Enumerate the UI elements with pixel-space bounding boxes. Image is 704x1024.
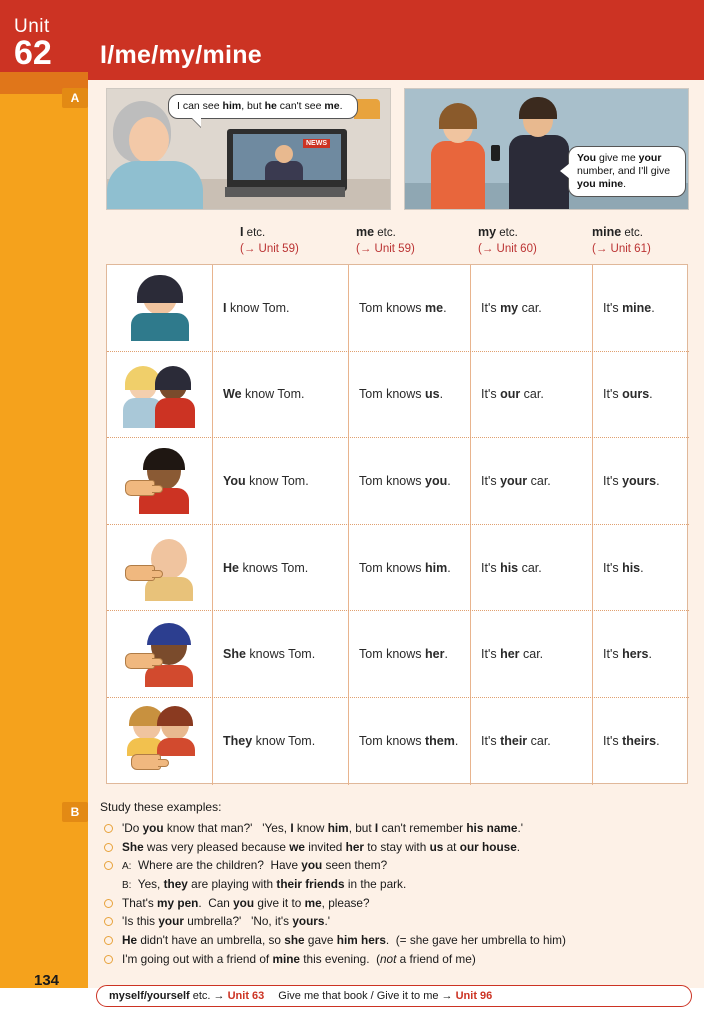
- cell-object: Tom knows her.: [349, 611, 471, 697]
- row-avatar-cell: [107, 611, 213, 697]
- cell-possessive-pron: It's yours.: [603, 473, 660, 488]
- cell-object: Tom knows him.: [349, 525, 471, 611]
- cell-possessive-adj: It's her car.: [471, 611, 593, 697]
- row-avatar-cell: [107, 265, 213, 351]
- row-avatar-cell: [107, 525, 213, 611]
- example-text: B: Yes, they are playing with their friends in the park.: [122, 877, 407, 892]
- avatar-she: [125, 623, 195, 685]
- cell-subject: He knows Tom.: [213, 525, 349, 611]
- table-row: [107, 698, 689, 785]
- list-item: [96, 913, 692, 931]
- cell-possessive-pron: It's theirs.: [603, 734, 660, 749]
- cell-possessive-pron: It's hers.: [603, 647, 652, 662]
- cell-possessive-adj: It's his car.: [471, 525, 593, 611]
- bullet-ring-icon: [104, 824, 113, 833]
- news-label: NEWS: [303, 139, 330, 148]
- phone-icon: [491, 145, 500, 161]
- woman-face: [129, 117, 169, 163]
- cell-possessive-adj: It's your car.: [471, 438, 593, 524]
- row-avatar-cell: [107, 352, 213, 438]
- cell-object: Tom knows us.: [349, 352, 471, 438]
- list-item: [96, 876, 692, 894]
- section-b-examples: [96, 800, 692, 970]
- avatar-we: [125, 364, 195, 426]
- cell-object: Tom knows you.: [349, 438, 471, 524]
- unit-label: Unit: [14, 16, 50, 37]
- cell-possessive-pron: It's his.: [603, 560, 644, 575]
- list-item: [96, 857, 692, 875]
- bullet-ring-icon: [104, 899, 113, 908]
- avatar-he: [125, 537, 195, 599]
- pronoun-table: [106, 264, 688, 784]
- bullet-ring-icon: [104, 843, 113, 852]
- cell-object: Tom knows me.: [349, 265, 471, 351]
- table-row: [107, 265, 689, 352]
- column-header-possessive-pron: mine etc. (→ Unit 61): [592, 225, 651, 255]
- row-avatar-cell: [107, 438, 213, 524]
- woman-body-2: [431, 141, 485, 210]
- example-list: [96, 820, 692, 969]
- cell-possessive-pron: It's mine.: [603, 300, 655, 315]
- avatar-i: [125, 277, 195, 339]
- speech-bubble-left: [168, 94, 358, 119]
- speech-bubble-right: [568, 146, 686, 197]
- row-avatar-cell: [107, 698, 213, 785]
- bullet-ring-icon: [104, 955, 113, 964]
- cell-object: Tom knows them.: [349, 698, 471, 785]
- table-column-headers: [106, 224, 688, 264]
- unit-badge: [0, 0, 88, 80]
- illustration-row: [106, 88, 688, 212]
- example-text: 'Do you know that man?' 'Yes, I know him, but I can't remember his name.': [122, 821, 524, 835]
- list-item: [96, 895, 692, 913]
- woman-body: [107, 161, 203, 210]
- list-item: [96, 839, 692, 857]
- example-text: A: Where are the children? Have you seen them?: [122, 858, 388, 873]
- example-text: I'm going out with a friend of mine this evening. (not a friend of me): [122, 951, 476, 966]
- page-title: I/me/my/mine: [100, 41, 262, 69]
- column-header-possessive-adj: my etc. (→ Unit 60): [478, 225, 537, 255]
- table-row: [107, 352, 689, 439]
- bullet-ring-icon: [104, 936, 113, 945]
- cell-subject: You know Tom.: [213, 438, 349, 524]
- footer-cross-references: [96, 985, 692, 1007]
- bubble-left-text: I can see him, but he can't see me.: [177, 100, 343, 112]
- footer-right-ref[interactable]: Give me that book / Give it to me → Unit 96: [278, 990, 493, 1002]
- example-text: That's my pen. Can you give it to me, please?: [122, 895, 370, 910]
- news-anchor-body: [265, 161, 303, 180]
- avatar-they: [125, 710, 195, 772]
- section-tab-a: A: [62, 88, 88, 108]
- cell-possessive-adj: It's my car.: [471, 265, 593, 351]
- news-anchor-head: [275, 145, 293, 163]
- example-text: She was very pleased because we invited her to stay with us at our house.: [122, 839, 521, 854]
- list-item: [96, 820, 692, 838]
- cell-subject: We know Tom.: [213, 352, 349, 438]
- tv-stand: [225, 187, 345, 197]
- left-orange-column: [0, 0, 88, 1024]
- section-tab-b: B: [62, 802, 88, 822]
- column-header-object: me etc. (→ Unit 59): [356, 225, 415, 255]
- cell-subject: I know Tom.: [213, 265, 349, 351]
- list-item: [96, 951, 692, 969]
- column-header-subject: I etc. (→ Unit 59): [240, 225, 299, 255]
- bullet-ring-icon: [104, 917, 113, 926]
- bullet-ring-icon: [104, 861, 113, 870]
- bubble-right-text: You give me your number, and I'll give you mine.: [577, 152, 671, 191]
- cell-subject: They know Tom.: [213, 698, 349, 785]
- list-item: [96, 932, 692, 950]
- table-row: [107, 611, 689, 698]
- cell-possessive-pron: It's ours.: [603, 387, 653, 402]
- table-row: [107, 525, 689, 612]
- example-text: 'Is this your umbrella?' 'No, it's yours.': [122, 914, 330, 929]
- page-number: 134: [34, 972, 60, 989]
- footer-left-ref[interactable]: myself/yourself etc. → Unit 63: [109, 990, 265, 1002]
- avatar-you: [125, 450, 195, 512]
- section-b-lead: Study these examples:: [100, 800, 222, 814]
- cell-possessive-adj: It's our car.: [471, 352, 593, 438]
- cell-possessive-adj: It's their car.: [471, 698, 593, 785]
- example-text: He didn't have an umbrella, so she gave him hers. (= she gave her umbrella to him): [122, 933, 566, 948]
- cell-subject: She knows Tom.: [213, 611, 349, 697]
- table-row: [107, 438, 689, 525]
- unit-number: 62: [14, 34, 52, 72]
